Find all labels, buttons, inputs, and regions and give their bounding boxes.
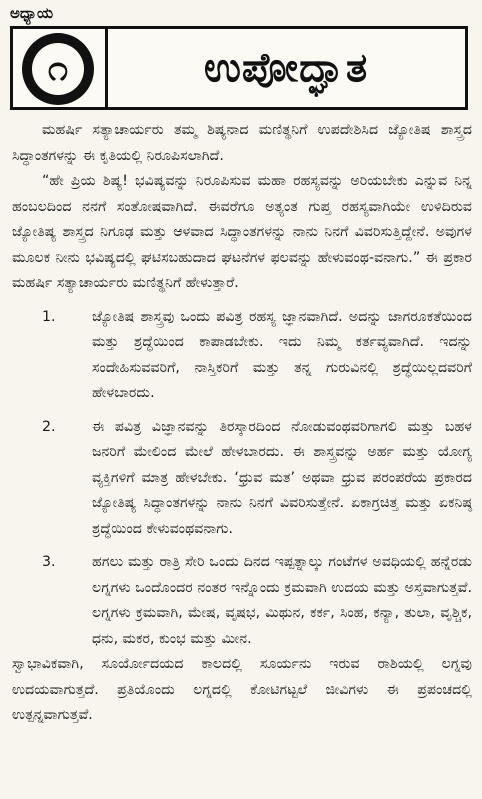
chapter-title-box bbox=[10, 26, 468, 110]
list-item-text: ಹಗಲು ಮತ್ತು ರಾತ್ರಿ ಸೇರಿ ಒಂದು ದಿನದ ಇಪ್ಪತ್ನಾಲ್ಕು ಗಂಟೆಗಳ ಅವಧಿಯಲ್ಲಿ ಹನ್ನೆರಡು ಲಗ್ನಗಳು ಒಂದೊಂದರ ನಂತರ ಇನ್ನೊಂದು ಕ್ರಮವಾಗಿ ಉದಯ ಮತ್ತು ಅಸ್ತವಾಗುತ್ತವೆ. ಲಗ್ನಗಳು ಕ್ರಮವಾಗಿ, ಮೇಷ, ವೃಷಭ, ಮಿಥುನ, ಕರ್ಕ, ಸಿಂಹ, ಕನ್ಯಾ, ತುಲಾ, ವೃಶ್ಚಿಕ, ಧನು, ಮಕರ, ಕುಂಭ ಮತ್ತು ಮೀನ. bbox=[92, 554, 472, 647]
chapter-number-badge bbox=[22, 33, 94, 105]
list-item-text: ಈ ಪವಿತ್ರ ವಿಜ್ಞಾನವನ್ನು ತಿರಸ್ಕಾರದಿಂದ ನೋಡುವಂಥವರಿಗಾಗಲಿ ಮತ್ತು ಬಹಳ ಜನರಿಗೆ ಮೇಲಿಂದ ಮೇಲೆ ಹೇಳಬಾರದು. ಈ ಶಾಸ್ತ್ರವನ್ನು ಅರ್ಹ ಮತ್ತು ಯೋಗ್ಯ ವ್ಯಕ್ತಿಗಳಿಗೆ ಮಾತ್ರ ಹೇಳಬೇಕು. ‘ಧ್ರುವ ಮತ’ ಅಥವಾ ಧ್ರುವ ಪರಂಪರೆಯ ಪ್ರಕಾರದ ಜ್ಯೋತಿಷ್ಯ ಸಿದ್ಧಾಂತಗಳನ್ನು ನಾನು ನಿನಗೆ ವಿವರಿಸುತ್ತೇನೆ. ಏಕಾಗ್ರಚಿತ್ತ ಮತ್ತು ಏಕನಿಷ್ಠ ಶ್ರದ್ಧೆಯಿಂದ ಕೇಳುವಂಥವನಾಗು. bbox=[92, 418, 472, 537]
intro-paragraph: ಮಹರ್ಷಿ ಸತ್ಯಾಚಾರ್ಯರು ತಮ್ಮ ಶಿಷ್ಯನಾದ ಮಣಿತ್ಥನಿಗೆ ಉಪದೇಶಿಸಿದ ಜ್ಯೋತಿಷ ಶಾಸ್ತ್ರದ ಸಿದ್ಧಾಂತಗಳನ್ನು ಈ ಕೃತಿಯಲ್ಲಿ ನಿರೂಪಿಸಲಾಗಿದೆ. bbox=[12, 122, 472, 164]
list-item-number: 1. bbox=[42, 308, 56, 325]
list-item bbox=[12, 550, 472, 652]
chapter-label: ಅಧ್ಯಾಯ bbox=[10, 4, 54, 22]
list-item-number: 2. bbox=[42, 418, 56, 435]
list-item bbox=[12, 415, 472, 543]
quote-paragraph: “ಹೇ ಪ್ರಿಯ ಶಿಷ್ಯ! ಭವಿಷ್ಯವನ್ನು ನಿರೂಪಿಸುವ ಮಹಾ ರಹಸ್ಯವನ್ನು ಅರಿಯಬೇಕು ಎನ್ನುವ ನಿನ್ನ ಹಂಬಲದಿಂದ ನನಗೆ ಸಂತೋಷವಾಗಿದೆ. ಈವರೆಗೂ ಅತ್ಯಂತ ಗುಪ್ತ ರಹಸ್ಯವಾಗಿಯೇ ಉಳಿದಿರುವ ಜ್ಯೋತಿಷ್ಯ ಶಾಸ್ತ್ರದ ನಿಗೂಢ ಮತ್ತು ಆಳವಾದ ಸಿದ್ಧಾಂತಗಳನ್ನು ನಾನು ನಿನಗೆ ವಿವರಿಸುತ್ತಿದ್ದೇನೆ. ಅವುಗಳ ಮೂಲಕ ನೀನು ಭವಿಷ್ಯದಲ್ಲಿ ಘಟಿಸಬಹುದಾದ ಘಟನೆಗಳ ಫಲವನ್ನು ಹೇಳುವಂಥ-ವನಾಗು.” ಈ ಪ್ರಕಾರ ಮಹರ್ಷಿ ಸತ್ಯಾಚಾರ್ಯರು ಮಣಿತ್ಥನಿಗೆ ಹೇಳುತ್ತಾರೆ. bbox=[12, 173, 472, 291]
list-item bbox=[12, 305, 472, 407]
list-item-number: 3. bbox=[42, 554, 56, 570]
continuation-paragraph: ಸ್ವಾಭಾವಿಕವಾಗಿ, ಸೂರ್ಯೋದಯದ ಕಾಲದಲ್ಲಿ ಸೂರ್ಯನು ಇರುವ ರಾಶಿಯಲ್ಲಿ ಲಗ್ನವು ಉದಯವಾಗುತ್ತದೆ. ಪ್ರತಿಯೊಂದು ಲಗ್ನದಲ್ಲಿ ಕೋಟಿಗಟ್ಟಲೆ ಜೀವಿಗಳು ಈ ಪ್ರಪಂಚದಲ್ಲಿ ಉತ್ಪನ್ನವಾಗುತ್ತವೆ. bbox=[12, 656, 472, 723]
list-item-text: ಜ್ಯೋತಿಷ ಶಾಸ್ತ್ರವು ಒಂದು ಪವಿತ್ರ ರಹಸ್ಯ ಜ್ಞಾನವಾಗಿದೆ. ಅದನ್ನು ಜಾಗರೂಕತೆಯಿಂದ ಮತ್ತು ಶ್ರದ್ಧೆಯಿಂದ ಕಾಪಾಡಬೇಕು. ಇದು ನಿಮ್ಮ ಕರ್ತವ್ಯವಾಗಿದೆ. ಇದನ್ನು ಸಂದೇಹಿಸುವವರಿಗೆ, ನಾಸ್ತಿಕರಿಗೆ ಮತ್ತು ತನ್ನ ಗುರುವಿನಲ್ಲಿ ಶ್ರದ್ಧೆಯಿಲ್ಲದವರಿಗೆ ಹೇಳಬಾರದು. bbox=[92, 308, 472, 401]
chapter-number: ೧ bbox=[32, 43, 84, 95]
chapter-title: ಉಪೋದ್ಘಾತ bbox=[203, 45, 369, 91]
title-divider bbox=[105, 29, 108, 107]
chapter-body bbox=[12, 118, 472, 729]
